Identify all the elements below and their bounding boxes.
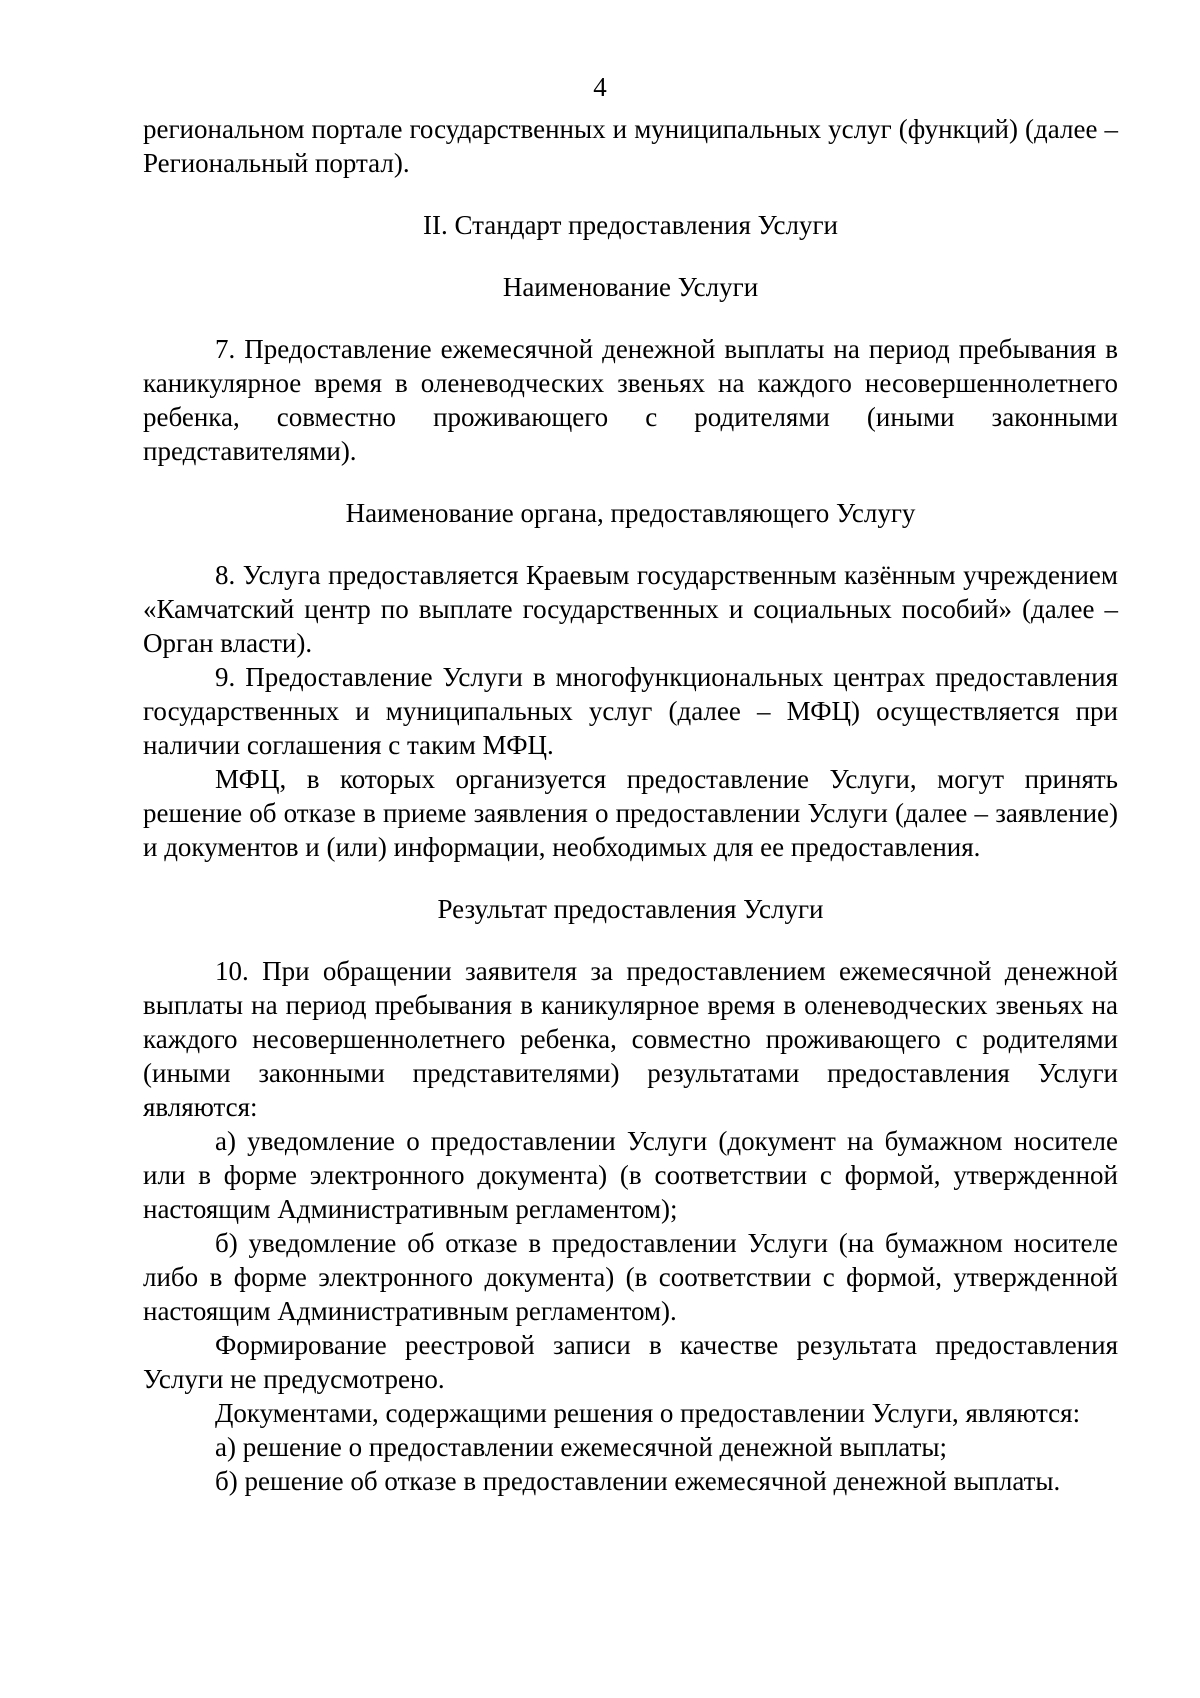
paragraph-10: 10. При обращении заявителя за предоставлением ежемесячной денежной выплаты на период пребывания в каникулярное время в оленеводческих звеньях на каждого несовершеннолетнего ребенка, совместно проживающего с родителями (иными законными представителями) результатами предоставления Услуги являются: [143,956,1118,1122]
result-heading: Результат предоставления Услуги [437,894,824,924]
decision-a: а) решение о предоставлении ежемесячной денежной выплаты; [215,1432,948,1462]
page-content [143,112,1118,1498]
organ-heading: Наименование органа, предоставляющего Услугу [345,498,916,528]
paragraph-8: 8. Услуга предоставляется Краевым государственным казённым учреждением «Камчатский центр по выплате государственных и социальных пособий» (далее – Орган власти). [143,560,1118,658]
paragraph-9-mfc: МФЦ, в которых организуется предоставление Услуги, могут принять решение об отказе в приеме заявления о предоставлении Услуги (далее – заявление) и документов и (или) информации, необходимых для ее предоставления. [143,764,1118,862]
decision-b: б) решение об отказе в предоставлении ежемесячной денежной выплаты. [215,1466,1061,1496]
section-title: II. Стандарт предоставления Услуги [423,210,838,240]
intro-continuation: региональном портале государственных и муниципальных услуг (функций) (далее – Региональный портал). [143,114,1118,178]
registry-paragraph: Формирование реестровой записи в качестве результата предоставления Услуги не предусмотрено. [143,1330,1118,1394]
service-name-heading: Наименование Услуги [502,272,759,302]
paragraph-7: 7. Предоставление ежемесячной денежной выплаты на период пребывания в каникулярное время в оленеводческих звеньях на каждого несовершеннолетнего ребенка, совместно проживающего с родителями (иными законными представителями). [143,334,1118,466]
paragraph-10-a: а) уведомление о предоставлении Услуги (документ на бумажном носителе или в форме электронного документа) (в соответствии с формой, утвержденной настоящим Административным регламентом); [143,1126,1118,1224]
page-number: 4 [593,72,607,102]
decisions-intro: Документами, содержащими решения о предоставлении Услуги, являются: [215,1398,1081,1428]
paragraph-9: 9. Предоставление Услуги в многофункциональных центрах предоставления государственных и муниципальных услуг (далее – МФЦ) осуществляется при наличии соглашения с таким МФЦ. [143,662,1118,760]
paragraph-10-b: б) уведомление об отказе в предоставлении Услуги (на бумажном носителе либо в форме электронного документа) (в соответствии с формой, утвержденной настоящим Административным регламентом). [143,1228,1118,1326]
